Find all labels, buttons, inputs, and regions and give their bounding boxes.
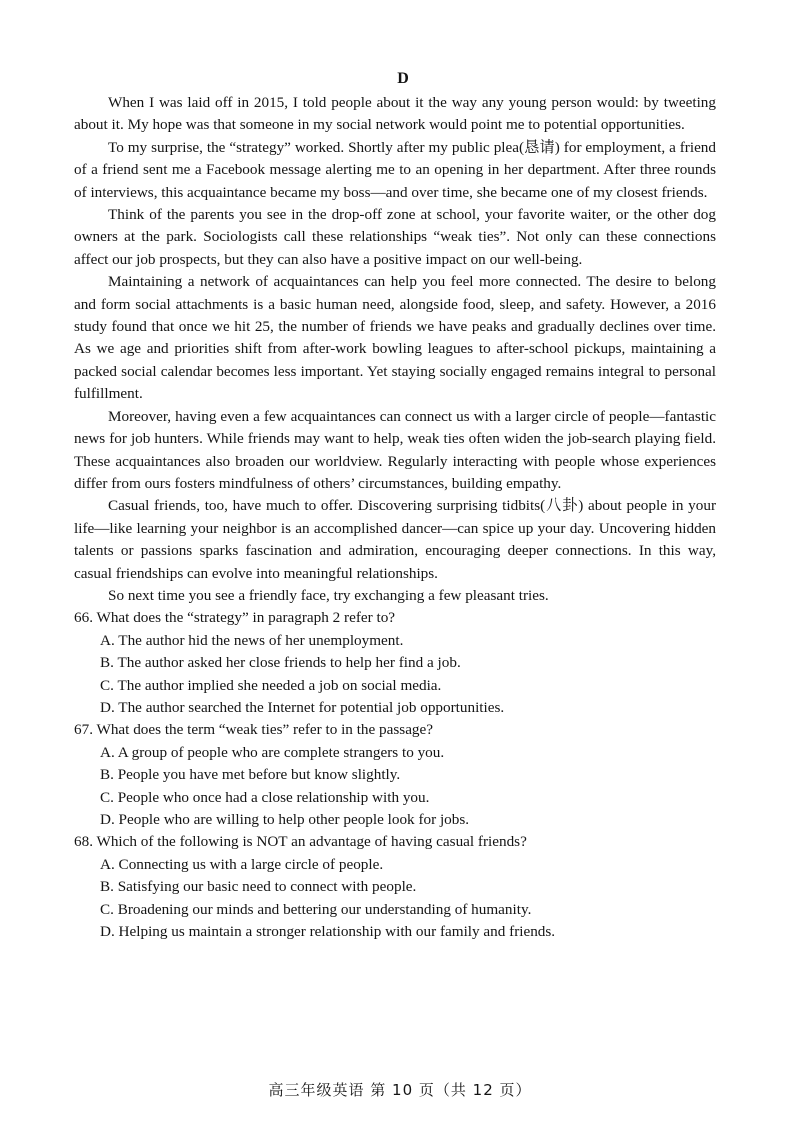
option-c: C. People who once had a close relationship with you. [100, 788, 430, 806]
option-c: C. Broadening our minds and bettering our understanding of humanity. [100, 900, 532, 918]
passage-paragraph-1: When I was laid off in 2015, I told people about it the way any young person would: by tweeting about it. My hope was that someone in my social network would point me to potential opportunities. [74, 94, 716, 134]
option-d: D. Helping us maintain a stronger relationship with our family and friends. [100, 923, 556, 941]
option-b: B. Satisfying our basic need to connect with people. [100, 878, 417, 896]
question-stem: 67. What does the term “weak ties” refer to in the passage? [74, 721, 434, 739]
option-a: A. The author hid the news of her unemployment. [100, 631, 404, 649]
question-68 [74, 831, 716, 943]
passage-paragraph-2: To my surprise, the “strategy” worked. Shortly after my public plea(恳请) for employment, a friend of a friend sent me a Facebook message alerting me to an opening in her department. After three rounds of interviews, this acquaintance became my boss—and over time, she became one of my closest friends. [74, 138, 716, 201]
passage-paragraph-6: Casual friends, too, have much to offer. Discovering surprising tidbits(八卦) about people in your life—like learning your neighbor is an accomplished dancer—can spice up your day. Uncovering hidden talents or passions sparks fascination and admiration, encouraging deeper connections. In this way, casual friendships can evolve into meaningful relationships. [74, 497, 716, 582]
option-d: D. The author searched the Internet for potential job opportunities. [100, 698, 505, 716]
option-c: C. The author implied she needed a job on social media. [100, 676, 442, 694]
question-66 [74, 607, 716, 719]
option-d: D. People who are willing to help other people look for jobs. [100, 811, 470, 828]
reading-passage [74, 92, 716, 607]
question-stem: 68. Which of the following is NOT an advantage of having casual friends? [74, 833, 527, 851]
passage-paragraph-3: Think of the parents you see in the drop-off zone at school, your favorite waiter, or the other dog owners at the park. Sociologists call these relationships “weak ties”. Not only can these connections affect our job prospects, but they can also have a positive impact on our well-being. [74, 206, 716, 268]
section-title: D [397, 70, 409, 87]
question-stem: 66. What does the “strategy” in paragraph 2 refer to? [74, 609, 396, 627]
page-footer: 高三年级英语 第 10 页（共 12 页） [268, 1081, 532, 1099]
option-a: A. Connecting us with a large circle of people. [100, 855, 384, 873]
passage-paragraph-7: So next time you see a friendly face, try exchanging a few pleasant tries. [108, 586, 549, 604]
passage-paragraph-4: Maintaining a network of acquaintances can help you feel more connected. The desire to belong and form social attachments is a basic human need, alongside food, sleep, and safety. However, a 2016 study found that once we hit 25, the number of friends we have peaks and gradually declines over time. As we age and priorities shift from after-work bowling leagues to after-school pickups, maintaining a packed social calendar becomes less important. Yet staying socially engaged remains integral to personal fulfillment. [74, 273, 716, 403]
option-b: B. People you have met before but know slightly. [100, 766, 401, 784]
question-67 [74, 719, 716, 831]
option-b: B. The author asked her close friends to help her find a job. [100, 654, 461, 672]
question-list [74, 607, 716, 943]
option-a: A. A group of people who are complete strangers to you. [100, 743, 445, 761]
passage-paragraph-5: Moreover, having even a few acquaintances can connect us with a larger circle of people—fantastic news for job hunters. While friends may want to help, weak ties often widen the job-search playing field. These acquaintances also broaden our worldview. Regularly interacting with people whose experiences differ from ours fosters mindfulness of others’ circumstances, building empathy. [74, 407, 716, 492]
